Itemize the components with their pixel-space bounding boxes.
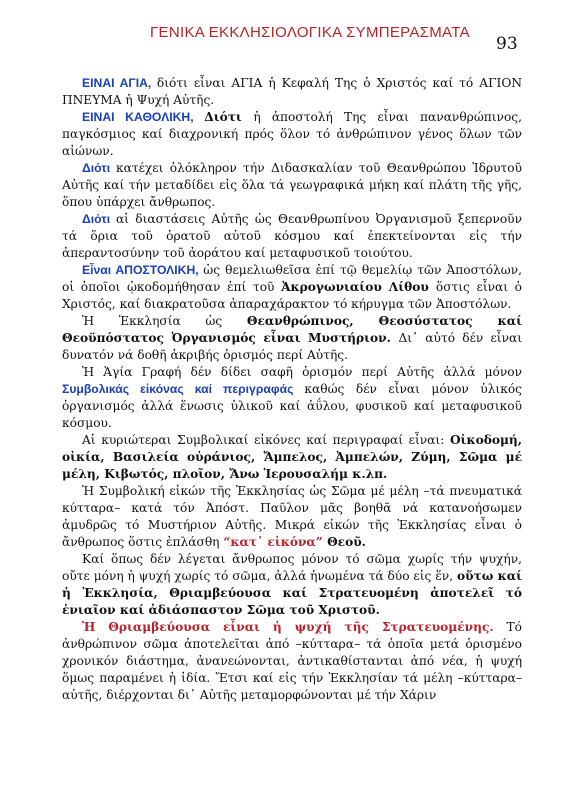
highlight-blue: Εἶναι ΑΠΟΣΤΟΛΙΚΗ,: [82, 263, 204, 277]
text-run: αἱ διαστάσεις Αὐτῆς ὡς Θεανθρωπίνου Ὀργανισμοῦ ξεπερνοῦν τά ὅρια τοῦ ὁρατοῦ αὐτοῦ κόσμου καί ἐπεκτείνονται εἰς τήν ἀπεραντοσύνην τοῦ ἀοράτου καί μεταφυσικοῦ τοιούτου.: [62, 212, 522, 260]
paragraph: [62, 432, 522, 483]
text-run: ὡς θεμελιωθεῖσα ἐπί τῷ θεμελίῳ τῶν Ἀποστόλων, οἱ ὁποῖοι ᾠκοδομήθησαν ἐπί τοῦ: [62, 263, 522, 294]
paragraph: [62, 109, 522, 160]
highlight-blue: Διότι: [82, 212, 116, 226]
highlight-blue: Συμβολικάς εἰκόνας καί περιγραφάς: [62, 382, 305, 396]
bold-text: Ἀκρογωνιαίου Λίθου: [281, 280, 436, 294]
paragraph: [62, 364, 522, 432]
bold-text: Οἰκοδομή, οἰκία, Βασιλεία οὐράνιος, Ἄμπελος, Ἀμπελών, Ζύμη, Σῶμα μέ μέλη, Κιβωτός, πλοῖον, Ἄνω Ἱερουσαλήμ κ.λπ.: [62, 433, 522, 481]
page-body: [62, 75, 522, 704]
text-run: καθώς δέν εἶναι μόνον ὑλικός ὀργανισμός ἀλλά ἕνωσις ὑλικοῦ καί ἀΰλου, φυσικοῦ καί μεταφυσικοῦ κόσμου.: [62, 382, 522, 430]
text-run: διότι εἶναι ΑΓΙΑ ἡ Κεφαλή Της ὁ Χριστός καί τό ΑΓΙΟΝ ΠΝΕΥΜΑ ἡ Ψυχή Αὐτῆς.: [62, 76, 522, 107]
highlight-blue: ΕΙΝΑΙ ΚΑΘΟΛΙΚΗ,: [82, 110, 205, 124]
page-header: [0, 18, 565, 58]
text-run: Καί ὅπως δέν λέγεται ἄνθρωπος μόνον τό σῶμα χωρίς τήν ψυχήν, οὔτε μόνη ἡ ψυχή χωρίς τό σῶμα, ἀλλά ἡνωμένα τά δύο εἰς ἕν,: [62, 552, 522, 583]
text-run: Τό ἀνθρώπινον σῶμα ἀποτελεῖται ἀπό –κύτταρα– τά ὁποῖα μετά ὁρισμένο χρονικόν διάστημα, ἀνανεώνονται, ἀντικαθίστανται ἀπό νέα, ἡ ψυχή ὅμως παραμένει ἡ ἰδία. Ἔτσι καί εἰς τήν Ἐκκλησίαν τά μέλη –κύτταρα– αὐτῆς, διέρχονται δι᾽ Αὐτῆς μεταμορφώνονται μέ τήν Χάριν: [62, 620, 522, 702]
highlight-blue: Διότι: [82, 161, 117, 175]
text-run: ἡ ἀποστολή Της εἶναι πανανθρώπινος, παγκόσμιος καί διαχρονική πρός ὅλον τό ἀνθρώπινον γένος ὅλων τῶν αἰώνων.: [62, 110, 523, 158]
text-run: ὅστις εἶναι ὁ Χριστός, καί διακρατοῦσα ἀπαραχάρακτον τό κήρυγμα τῶν Ἀποστόλων.: [62, 280, 522, 311]
bold-text: Θεοῦ.: [327, 535, 366, 549]
text-run: Ἡ Ἐκκλησία ὡς: [82, 314, 247, 328]
text-run: Ἡ Ἁγία Γραφή δέν δίδει σαφῆ ὁρισμόν περί Αὐτῆς ἀλλά μόνον: [82, 365, 522, 379]
paragraph: [62, 619, 522, 704]
bold-text: Θεανθρώπινος, Θεοσύστατος καί Θεοϋπόστατος Ὀργανισμός εἶναι Μυστήριον.: [62, 314, 522, 345]
bold-text: οὕτω καί ἡ Ἐκκλησία, Θριαμβεύουσα καί Στρατευομένη ἀποτελεῖ τό ἑνιαῖον καί ἀδιάσπαστον Σῶμα τοῦ Χριστοῦ.: [62, 569, 522, 617]
page-number: 93: [496, 34, 518, 54]
text-run: Δι᾽ αὐτό δέν εἶναι δυνατόν νά δοθῆ ἀκριβής ὁρισμός περί Αὐτῆς.: [62, 331, 523, 362]
running-title: ΓΕΝΙΚΑ ΕΚΚΛΗΣΙΟΛΟΓΙΚΑ ΣΥΜΠΕΡΑΣΜΑΤΑ: [150, 24, 470, 41]
bold-text: Διότι: [204, 110, 254, 124]
highlight-red: Ἡ Θριαμβεύουσα εἶναι ἡ ψυχή τῆς Στρατευομένης.: [82, 620, 507, 634]
paragraph: [62, 313, 522, 364]
paragraph: [62, 211, 522, 262]
paragraph: [62, 483, 522, 551]
highlight-blue: ΕΙΝΑΙ ΑΓΙΑ,: [82, 76, 157, 90]
text-run: κατέχει ὁλόκληρον τήν Διδασκαλίαν τοῦ Θεανθρώπου Ἱδρυτοῦ Αὐτῆς καί τήν μεταδίδει εἰς ὅλα τά γεωγραφικά μήκη καί πλάτη τῆς γῆς, ὅπου ὑπάρχει ἄνθρωπος.: [62, 161, 523, 209]
paragraph: [62, 75, 522, 109]
paragraph: [62, 262, 522, 313]
text-run: Ἡ Συμβολική εἰκών τῆς Ἐκκλησίας ὡς Σῶμα μέ μέλη –τά πνευματικά κύτταρα– κατά τόν Ἀπόστ. Παῦλον μᾶς βοηθᾶ νά κατανοήσωμεν ἀμυδρῶς τό Μυστήριον Αὐτῆς. Μικρά εἰκών τῆς Ἐκκλησίας εἶναι ὁ ἄνθρωπος ὅστις ἐπλάσθη: [62, 484, 522, 549]
text-run: Αἱ κυριώτεραι Συμβολικαί εἰκόνες καί περιγραφαί εἶναι:: [82, 433, 450, 447]
paragraph: [62, 551, 522, 619]
paragraph: [62, 160, 522, 211]
highlight-red: “κατ᾽ εἰκόνα”: [223, 535, 328, 549]
